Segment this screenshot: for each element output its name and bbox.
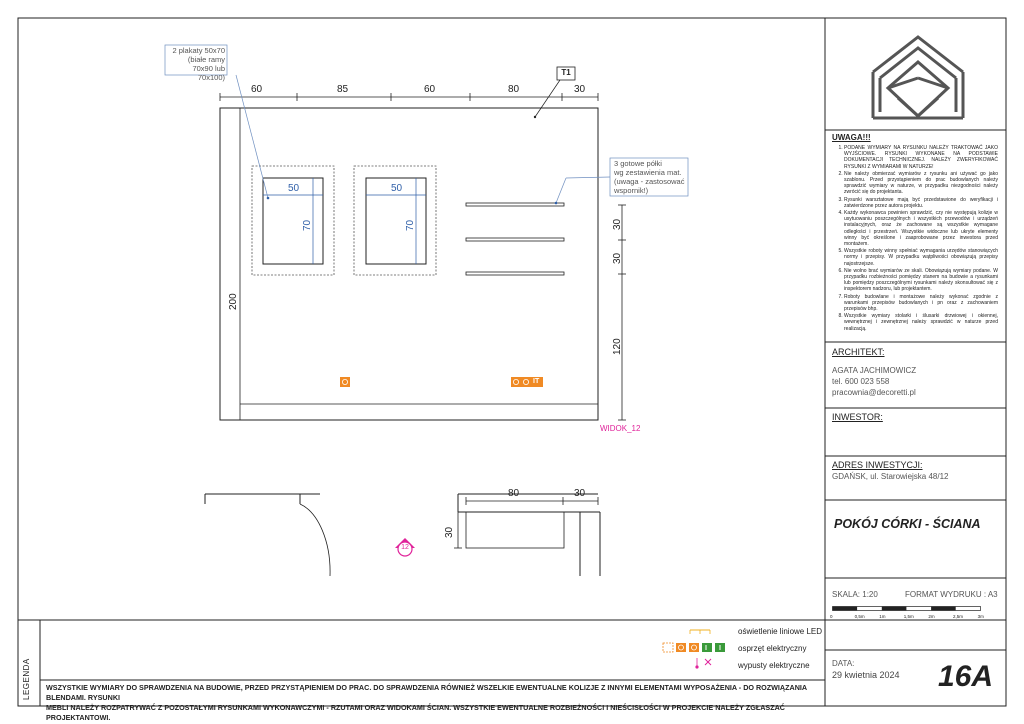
poster-2-width: 50 [391,183,403,194]
legend-led: oświetlenie liniowe LED [738,627,823,636]
investor-label: INWESTOR: [832,412,883,422]
plan-dim-2: 30 [574,488,586,499]
footer-disclaimer [46,683,821,723]
note-item: 4. Każdy wykonawca powinien sprawdzić, czy nie występują kolizje w usytuowaniu poszczególnych i wszystkich przewodów i urządzeń instalacyjnych, oraz że zachowane są wszystkie wymagane odległości i przestrzeń. Wszystkie widoczne lub ukryte elementy winny być określone i zaaprobowane przez inwestora przed montażem. [844,210,998,247]
architect-label: ARCHITEKT: [832,347,885,357]
architect-block [832,347,916,398]
note-item: 1. PODANE WYMIARY NA RYSUNKU NALEŻY TRAKTOWAĆ JAKO WYJŚCIOWE. RYSUNKI WYKONANE NA PODSTAWIE DOKUMENTACJI TECHNICZNEJ. NALEŻY ZWERYFIKOWAĆ RYSUNKI Z WYMIARAMI W NATURZE! [844,145,998,170]
top-dim-4: 80 [508,84,520,95]
right-dim-3: 120 [612,338,623,355]
address-value: GDAŃSK, ul. Starowiejska 48/12 [832,472,949,481]
electrical-fittings-icon [663,643,725,652]
poster-1-height: 70 [302,219,313,231]
scale-tick-label: 3m [977,614,984,619]
date-value: 29 kwietnia 2024 [832,670,900,680]
address-label: ADRES INWESTYCJI: [832,460,923,470]
sheet-title: POKÓJ CÓRKI - ŚCIANA [834,517,981,531]
legend-side-label: LEGENDA [22,658,31,700]
note-item: 2. Nie należy obmierzać wymiarów z rysunku ani używać go jako szablonu. Przed przystąpieniem do prac budowlanych należy sprawdzić wymiary w naturze, w przypadku niezgodności należy zwrócić się do projektanta. [844,171,998,196]
top-dim-1: 60 [251,84,263,95]
notes-block [832,133,998,333]
view-marker-number: 12 [401,544,409,551]
shelves-note: 3 gotowe półki wg zestawienia mat. (uwaga - zastosować wspornik!) [614,159,685,195]
view-label: WIDOK_12 [600,424,641,433]
top-dim-2: 85 [337,84,349,95]
print-format: FORMAT WYDRUKU : A3 [905,590,998,599]
plan-dim-1: 80 [508,488,520,499]
socket-left [340,377,350,387]
architect-name: AGATA JACHIMOWICZ [832,366,917,375]
date-label: DATA: [832,659,855,668]
architect-email: pracownia@decoretti.pl [832,388,916,397]
scale-bar [832,606,992,614]
scale-label: SKALA: 1:20 [832,590,878,599]
legend-fittings: osprzęt elektryczny [738,644,807,653]
sheet-number: 16A [938,660,994,693]
posters-note: 2 plakaty 50x70 (białe ramy 70x90 lub 70x100) [172,46,225,82]
height-dim: 200 [228,293,239,310]
plan-side-dim: 30 [444,526,455,538]
top-dim-5: 30 [574,84,586,95]
studio-logo [868,32,968,122]
address-block [832,460,949,482]
note-item: 7. Roboty budowlane i montażowe należy wykonać zgodnie z warunkami przepisów budowlanych i pn oraz z zachowaniem przepisów bhp. [844,294,998,313]
scale-tick-label: 1,5m [903,614,914,619]
electrical-outlet-icon [695,658,711,669]
scale-tick-label: 0,5m [854,614,865,619]
architect-phone: tel. 600 023 558 [832,377,890,386]
note-item: 6. Nie wolno brać wymiarów ze skali. Obowiązują wymiary podane. W przypadku rozbieżności pomiędzy stanem na budowie a rysunkami lub pomiędzy poszczególnymi rysunkami należy skonsultować się z inspektorem nadzoru, lub projektantem. [844,268,998,293]
poster-1-width: 50 [288,183,300,194]
right-dim-1: 30 [612,218,623,230]
tag-t1: T1 [561,68,571,77]
note-item: 5. Wszystkie roboty winny spełniać wymagania urzędów stanowiących normy i przepisy. W przypadku wątpliwości obowiązują przepisy najostrzejsze. [844,248,998,267]
led-line-icon [690,630,710,634]
note-item: 8. Wszystkie wymiary stolarki i ślusarki drzwiowej i okiennej, wewnętrznej i zewnętrznej należy sprawdzić w naturze przed realizacją. [844,313,998,332]
top-dim-3: 60 [424,84,436,95]
right-dim-2: 30 [612,252,623,264]
notes-list [832,145,998,332]
poster-2-height: 70 [405,219,416,231]
socket-it-label: IT [533,378,540,385]
scale-tick-label: 2m [928,614,935,619]
scale-tick-label: 2,5m [953,614,964,619]
note-item: 3. Rysunki warsztatowe mają być przedstawione do weryfikacji i zatwierdzone przez autora projektu. [844,197,998,209]
scale-tick-label: 0 [830,614,833,619]
footer-line-1: WSZYSTKIE WYMIARY DO SPRAWDZENIA NA BUDOWIE, PRZED PRZYSTĄPIENIEM DO PRAC. DO SPRAWDZENIA RÓWNIEŻ WSZELKIE EWENTUALNE KOLIZJE Z INNYMI ELEMENTAMI WYPOSAŻENIA - DO ROZWIĄZANIA BLENDAMI. RYSUNKI [46,683,807,702]
legend-outlets: wypusty elektryczne [738,661,810,670]
footer-line-2: MEBLI NALEŻY ROZPATRYWAĆ Z POZOSTAŁYMI RYSUNKAMI WYKONAWCZYMI - RZUTAMI ORAZ WIDOKAMI ŚCIAN. WSZYSTKIE EWENTUALNE ROZBIEŻNOŚCI I NIEŚCISŁOŚCI W PROJEKCIE NALEŻY ZGŁASZAĆ PROJEKTANTOWI. [46,703,785,722]
legend-symbols [660,624,740,670]
scale-tick-label: 1m [879,614,886,619]
notes-title: UWAGA!!! [832,133,871,142]
